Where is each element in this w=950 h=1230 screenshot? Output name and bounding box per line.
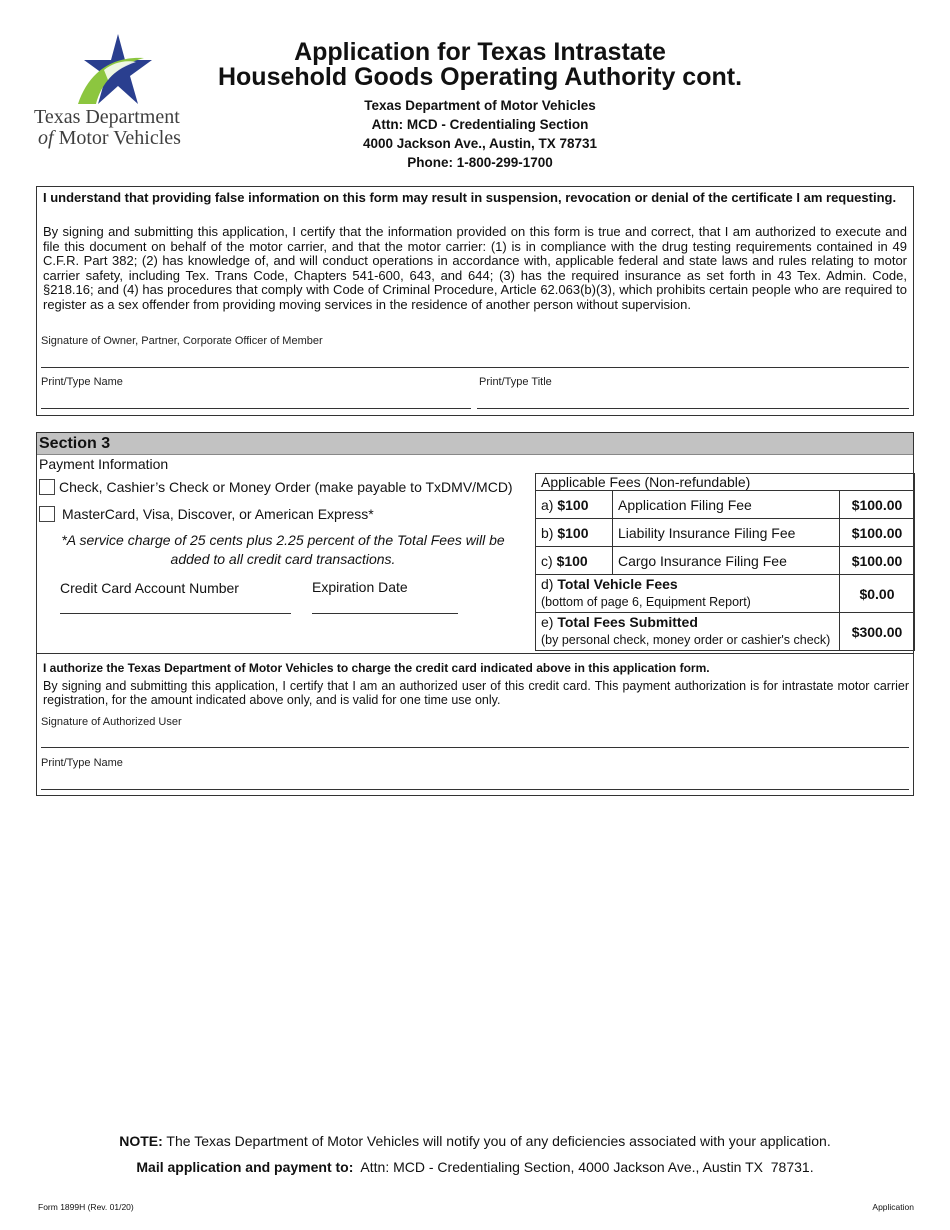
vehicle-fees-amount: $0.00: [840, 575, 915, 613]
authorized-user-signature-label: Signature of Authorized User: [41, 716, 182, 728]
total-fees-row: e) Total Fees Submitted (by personal check, money order or cashier's check) $300.00: [536, 613, 915, 651]
cc-number-label: Credit Card Account Number: [60, 580, 239, 596]
owner-signature-label: Signature of Owner, Partner, Corporate Officer of Member: [41, 335, 323, 347]
page-title: Application for Texas Intrastate Household Goods Operating Authority cont.: [217, 38, 743, 91]
deficiency-note: NOTE: The Texas Department of Motor Vehicles will notify you of any deficiencies associated with your application.: [119, 1133, 831, 1149]
fee-amount: $100.00: [840, 519, 915, 547]
fee-amount: $100.00: [840, 491, 915, 519]
agency-address-block: Texas Department of Motor Vehicles Attn: MCD - Credentialing Section 4000 Jackson Ave., Austin, TX 78731 Phone: 1-800-299-1700: [362, 98, 598, 170]
section-3-heading: Section 3: [37, 433, 913, 455]
mailing-instructions: Mail application and payment to: Attn: MCD - Credentialing Section, 4000 Jackson Ave., Austin TX 78731.: [136, 1159, 814, 1175]
expiration-label: Expiration Date: [312, 579, 408, 595]
form-category: Application: [872, 1202, 914, 1212]
fee-description: Application Filing Fee: [613, 491, 840, 519]
fee-description: Liability Insurance Filing Fee: [613, 519, 840, 547]
fees-header: Applicable Fees (Non-refundable): [536, 474, 915, 491]
divider: [37, 653, 913, 654]
false-info-warning: I understand that providing false information on this form may result in suspension, revocation or denial of the certificate I am requesting.: [43, 190, 897, 205]
authorized-user-signature-line[interactable]: [41, 747, 909, 748]
fee-row: a) $100 Application Filing Fee $100.00: [536, 491, 915, 519]
star-logo-icon: [74, 34, 154, 108]
authorized-user-name-label: Print/Type Name: [41, 757, 123, 769]
owner-signature-line[interactable]: [41, 367, 909, 368]
total-fees-amount: $300.00: [840, 613, 915, 651]
card-payment-checkbox[interactable]: [39, 506, 55, 522]
cc-number-field[interactable]: [60, 613, 291, 614]
print-name-line[interactable]: [41, 408, 471, 409]
print-title-label: Print/Type Title: [479, 376, 552, 388]
card-authorization-heading: I authorize the Texas Department of Motor Vehicles to charge the credit card indicated above in this application form.: [43, 661, 710, 675]
form-number: Form 1899H (Rev. 01/20): [38, 1202, 134, 1212]
fee-row: c) $100 Cargo Insurance Filing Fee $100.00: [536, 547, 915, 575]
certification-box: [36, 186, 914, 416]
fee-row: b) $100 Liability Insurance Filing Fee $100.00: [536, 519, 915, 547]
vehicle-fees-row: d) Total Vehicle Fees (bottom of page 6, Equipment Report) $0.00: [536, 575, 915, 613]
check-payment-checkbox[interactable]: [39, 479, 55, 495]
authorized-user-name-line[interactable]: [41, 789, 909, 790]
section-3-box: [36, 432, 914, 796]
print-title-line[interactable]: [477, 408, 909, 409]
card-payment-option-label: MasterCard, Visa, Discover, or American Express*: [62, 506, 374, 522]
certification-statement: By signing and submitting this application, I certify that the information provided on this form is true and correct, that I am authorized to execute and file this document on behalf of the motor carrier, and that the motor carrier: (1) is in compliance with the drug testing requirements contained in 49 C.F.R. Part 382; (2) has knowledge of, and will conduct operations in accordance with, applicable federal and state laws and rules relating to motor carrier safety, including Tex. Trans Code, Chapters 541-600, 643, and 644; (3) has the required insurance as set forth in 43 Tex. Admin. Code, §218.16; and (4) has procedures that comply with Code of Criminal Procedure, Article 62.063(b)(3), which prohibits certain people who are required to register as a sex offender from providing moving services in the residence of another person without supervision.: [43, 224, 907, 312]
logo-text-line2: of Motor Vehicles: [38, 127, 181, 149]
logo-text-line1: Texas Department: [34, 106, 180, 128]
card-authorization-text: By signing and submitting this application, I certify that I am an authorized user of this credit card. This payment authorization is for intrastate motor carrier registration, for the amount indicated above only, and is valid for one time use only.: [43, 679, 909, 707]
fees-table: [535, 473, 915, 651]
payment-info-label: Payment Information: [39, 456, 169, 472]
expiration-field[interactable]: [312, 613, 458, 614]
txdmv-logo: [34, 34, 194, 150]
print-name-label: Print/Type Name: [41, 376, 123, 388]
fees-header-row: [536, 474, 915, 491]
fee-description: Cargo Insurance Filing Fee: [613, 547, 840, 575]
fee-amount: $100.00: [840, 547, 915, 575]
check-payment-option-label: Check, Cashier’s Check or Money Order (make payable to TxDMV/MCD): [59, 479, 513, 495]
service-charge-note: *A service charge of 25 cents plus 2.25 percent of the Total Fees will be added to all credit card transactions.: [61, 532, 505, 567]
